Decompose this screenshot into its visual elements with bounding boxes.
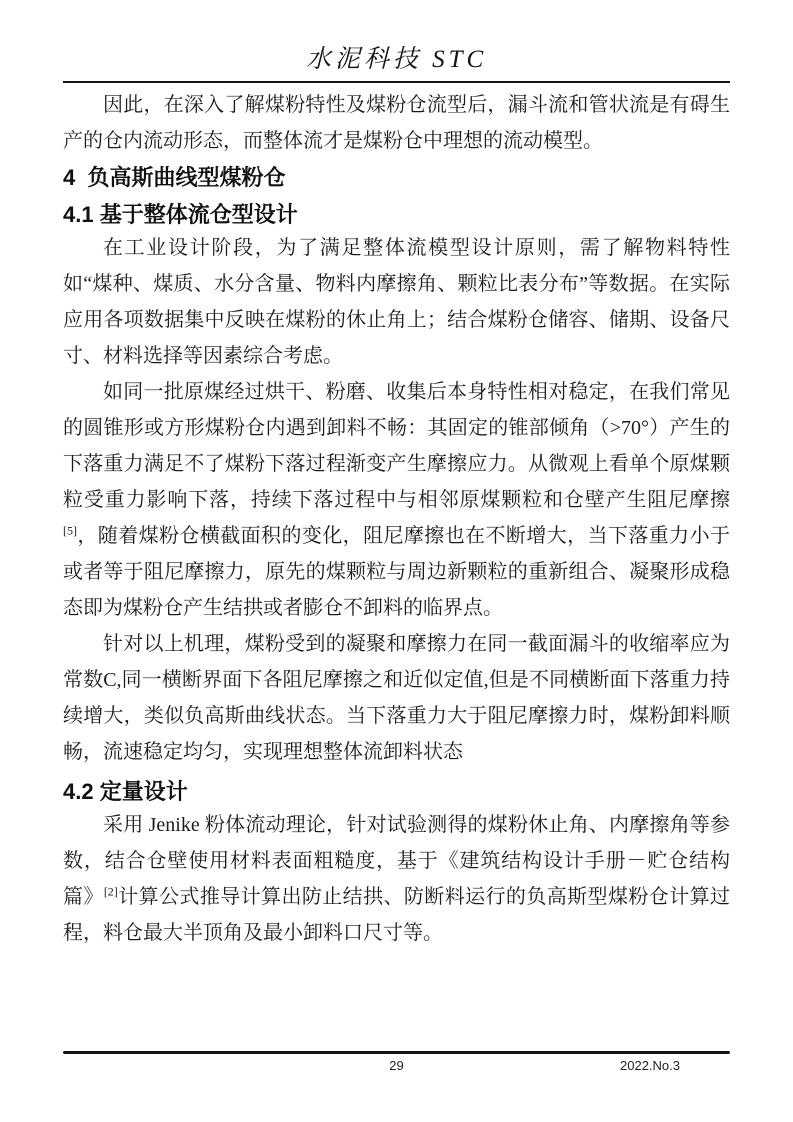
paragraph	[63, 230, 730, 374]
page-number: 29	[389, 1058, 404, 1073]
text-run: 采用 Jenike 粉体流动理论，针对试验测得的煤粉休止角、内摩擦角等参数，结合仓壁使用材料表面粗糙度，基于《建筑结构设计手册－贮仓结构篇》	[63, 814, 730, 908]
paragraph	[63, 87, 730, 159]
text-run: 如同一批原煤经过烘干、粉磨、收集后本身特性相对稳定，在我们常见的圆锥形或方形煤粉仓内遇到卸料不畅：其固定的锥部倾角（>70°）产生的下落重力满足不了煤粉下落过程渐变产生摩擦应力。从微观上看单个原煤颗粒受重力影响下落，持续下落过程中与相邻原煤颗粒和仓壁产生阻尼摩擦	[63, 381, 730, 511]
subsection-heading: 4.1 基于整体流仓型设计	[63, 202, 298, 227]
journal-title: 水泥科技 STC	[305, 46, 488, 73]
text-run: 针对以上机理，煤粉受到的凝聚和摩擦力在同一截面漏斗的收缩率应为常数C,同一横断界面下各阻尼摩擦之和近似定值,但是不同横断面下落重力持续增大，类似负高斯曲线状态。当下落重力大于阻尼摩擦力时，煤粉卸料顺畅，流速稳定均匀，实现理想整体流卸料状态	[63, 633, 730, 763]
footer-rule	[63, 1051, 730, 1054]
text-run: 计算公式推导计算出防止结拱、防断料运行的负高斯型煤粉仓计算过程，料仓最大半顶角及最小卸料口尺寸等。	[63, 886, 730, 944]
text-run: 因此，在深入了解煤粉特性及煤粉仓流型后，漏斗流和管状流是有碍生产的仓内流动形态，而整体流才是煤粉仓中理想的流动模型。	[63, 94, 730, 152]
issue-label: 2022.No.3	[620, 1058, 680, 1073]
document-body	[63, 83, 730, 951]
page-header	[63, 0, 730, 83]
citation-ref: [2]	[103, 884, 118, 899]
section-heading: 4 负高斯曲线型煤粉仓	[63, 165, 286, 190]
subsection-heading: 4.2 定量设计	[63, 779, 188, 804]
paragraph	[63, 374, 730, 626]
paragraph	[63, 626, 730, 770]
page-footer	[63, 1051, 730, 1076]
paragraph	[63, 807, 730, 951]
text-run: ，随着煤粉仓横截面积的变化，阻尼摩擦也在不断增大，当下落重力小于或者等于阻尼摩擦力，原先的煤颗粒与周边新颗粒的重新组合、凝聚形成稳态即为煤粉仓产生结拱或者膨仓不卸料的临界点。	[63, 525, 730, 619]
citation-ref: [5]	[63, 523, 77, 538]
text-run: 在工业设计阶段，为了满足整体流模型设计原则，需了解物料特性如“煤种、煤质、水分含量、物料内摩擦角、颗粒比表分布”等数据。在实际应用各项数据集中反映在煤粉的休止角上；结合煤粉仓储容、储期、设备尺寸、材料选择等因素综合考虑。	[63, 237, 730, 367]
footer-row	[63, 1058, 730, 1076]
